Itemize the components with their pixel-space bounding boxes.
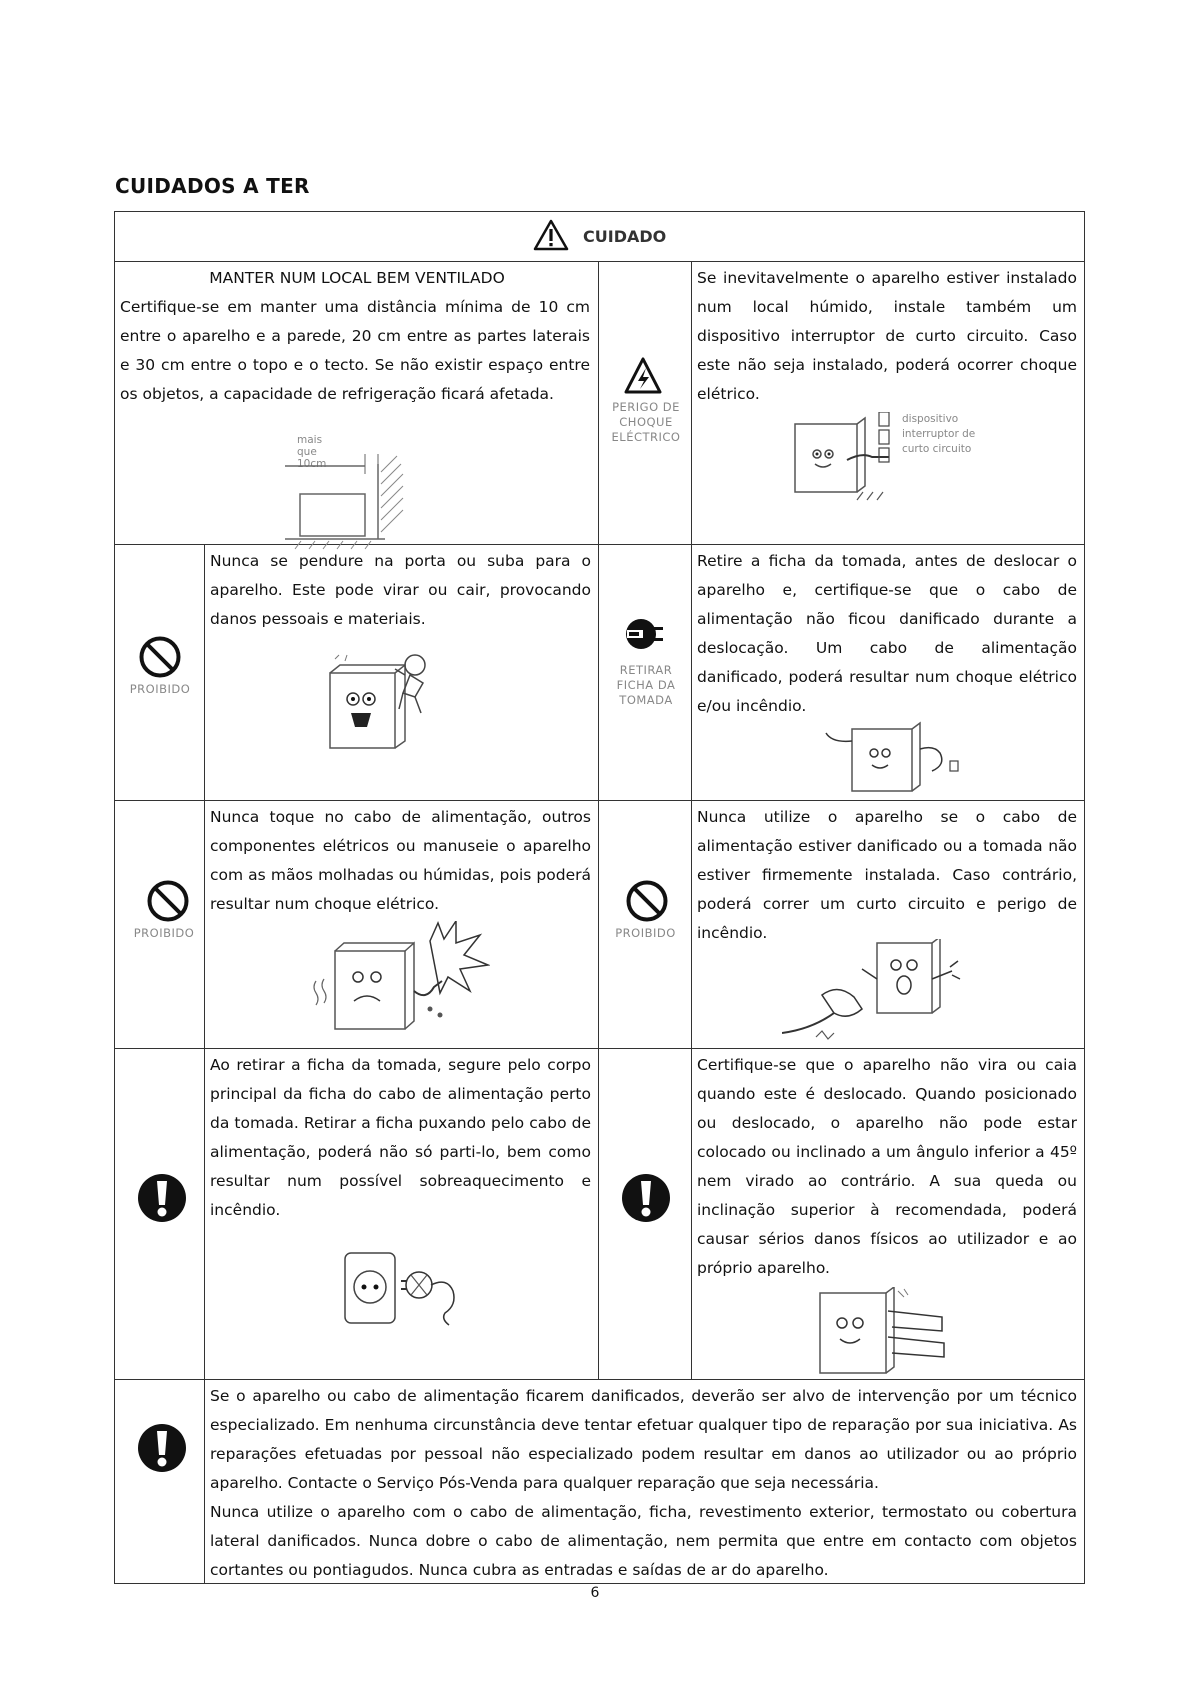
electric-icon-label: PERIGO DE CHOQUE ELÉCTRICO — [611, 400, 681, 444]
r5-text — [210, 1382, 1077, 1585]
wet-hands-shock-illustration — [310, 921, 490, 1036]
prohibited-icon — [625, 879, 669, 923]
r2-unplug-icon-cell — [599, 545, 692, 801]
mandatory-exclamation-icon — [137, 1423, 187, 1473]
r4-right-cell — [692, 1049, 1084, 1380]
r2-left-text: Nunca se pendure na porta ou suba para o aparelho. Este pode virar ou cair, provocando danos pessoais e materiais. — [210, 552, 591, 628]
prohibited-icon-label: PROIBIDO — [129, 682, 191, 696]
unplugged-appliance-illustration — [822, 721, 962, 797]
damaged-cable-illustration — [782, 939, 962, 1045]
page-number: 6 — [590, 1585, 600, 1601]
caution-header — [115, 212, 1084, 262]
r3-right-cell — [692, 801, 1084, 1049]
r4-right-icon-cell — [599, 1049, 692, 1380]
r4-left-icon-cell — [115, 1049, 205, 1380]
r2-left-cell — [205, 545, 599, 801]
r5-paragraph: Nunca utilize o aparelho com o cabo de alimentação, ficha, revestimento exterior, termostato ou cobertura lateral danificados. Nunca dobre o cabo de alimentação, nem permita que entre em contacto com objetos cortantes ou pontiagudos. Nunca cubra as entradas e saídas de ar do aparelho. — [210, 1503, 1077, 1579]
caution-header-label: CUIDADO — [583, 227, 667, 246]
r1-left-text: Certifique-se em manter uma distância mínima de 10 cm entre o aparelho e a parede, 20 cm entre as partes laterais e 30 cm entre o topo e o tecto. Se não existir espaço entre os objetos, a capacidade de refrigeração ficará afetada. — [120, 298, 590, 403]
mandatory-exclamation-icon — [621, 1173, 671, 1223]
prohibited-icon-label: PROIBIDO — [133, 926, 195, 940]
breaker-figure-label: dispositivo interruptor de curto circuito — [902, 413, 976, 455]
unplug-icon-label: RETIRAR FICHA DA TOMADA — [616, 663, 676, 707]
r1-left-cell — [115, 262, 599, 545]
r1-electric-icon-cell — [599, 262, 692, 545]
mandatory-exclamation-icon — [137, 1173, 187, 1223]
r3-right-icon-cell — [599, 801, 692, 1049]
r2-right-text: Retire a ficha da tomada, antes de deslocar o aparelho e, certifique-se que o cabo de alimentação não ficou danificado durante a deslocação. Um cabo de alimentação danificado, poderá resultar num choque elétrico e/ou incêndio. — [697, 552, 1077, 715]
prohibited-icon-label: PROIBIDO — [615, 926, 676, 940]
r4-left-cell — [205, 1049, 599, 1380]
page-title: CUIDADOS A TER — [115, 174, 310, 198]
r4-left-text: Ao retirar a ficha da tomada, segure pelo corpo principal da ficha do cabo de alimentação perto da tomada. Retirar a ficha puxando pelo cabo de alimentação, poderá não só parti-lo, bem como resultar num possível sobreaquecimento e incêndio. — [210, 1056, 591, 1219]
r1-left-heading: MANTER NUM LOCAL BEM VENTILADO — [209, 269, 505, 287]
ventilation-figure-label: mais que 10cm — [297, 434, 327, 470]
prohibited-icon — [138, 635, 182, 679]
r5-paragraph: Se o aparelho ou cabo de alimentação ficarem danificados, deverão ser alvo de intervenção por um técnico especializado. Em nenhuma circunstância deve tentar efetuar qualquer tipo de reparação por sua iniciativa. As reparações efetuadas por pessoal não especializado podem resultar em danos ao utilizador ou ao próprio aparelho. Contacte o Serviço Pós-Venda para qualquer reparação que seja necessária. — [210, 1387, 1077, 1492]
r2-right-cell — [692, 545, 1084, 801]
r5-icon-cell — [115, 1380, 205, 1583]
r3-right-text: Nunca utilize o aparelho se o cabo de alimentação estiver danificado ou a tomada não estiver firmemente instalada. Caso contrário, poderá correr um curto circuito e perigo de incêndio. — [697, 808, 1077, 942]
electric-shock-icon — [623, 356, 663, 396]
r1-right-cell — [692, 262, 1084, 545]
r4-right-text: Certifique-se que o aparelho não vira ou caia quando este é deslocado. Quando posicionado ou deslocado, o aparelho não pode estar colocado ou inclinado a um ângulo inferior a 45º nem virado ao contrário. A sua queda ou inclinação superior à recomendada, poderá causar sérios danos físicos ao utilizador e ao próprio aparelho. — [697, 1056, 1077, 1277]
plug-removal-illustration — [341, 1247, 461, 1329]
r5-text-cell — [205, 1380, 1084, 1583]
r3-left-icon-cell — [115, 801, 205, 1049]
r3-left-cell — [205, 801, 599, 1049]
warning-triangle-icon — [533, 219, 569, 251]
appliance-tipping-illustration — [812, 1287, 952, 1377]
prohibited-icon — [146, 879, 190, 923]
r3-left-text: Nunca toque no cabo de alimentação, outros componentes elétricos ou manuseie o aparelho com as mãos molhadas ou húmidas, pois poderá resultar num choque elétrico. — [210, 808, 591, 913]
unplug-icon — [623, 617, 667, 651]
r2-left-icon-cell — [115, 545, 205, 801]
r1-right-text: Se inevitavelmente o aparelho estiver instalado num local húmido, instale também um dispositivo interruptor de curto circuito. Caso este não seja instalado, poderá ocorrer choque elétrico. — [697, 269, 1077, 403]
caution-table — [114, 211, 1085, 1584]
child-climbing-illustration — [315, 653, 445, 753]
circuit-breaker-illustration — [787, 412, 897, 502]
